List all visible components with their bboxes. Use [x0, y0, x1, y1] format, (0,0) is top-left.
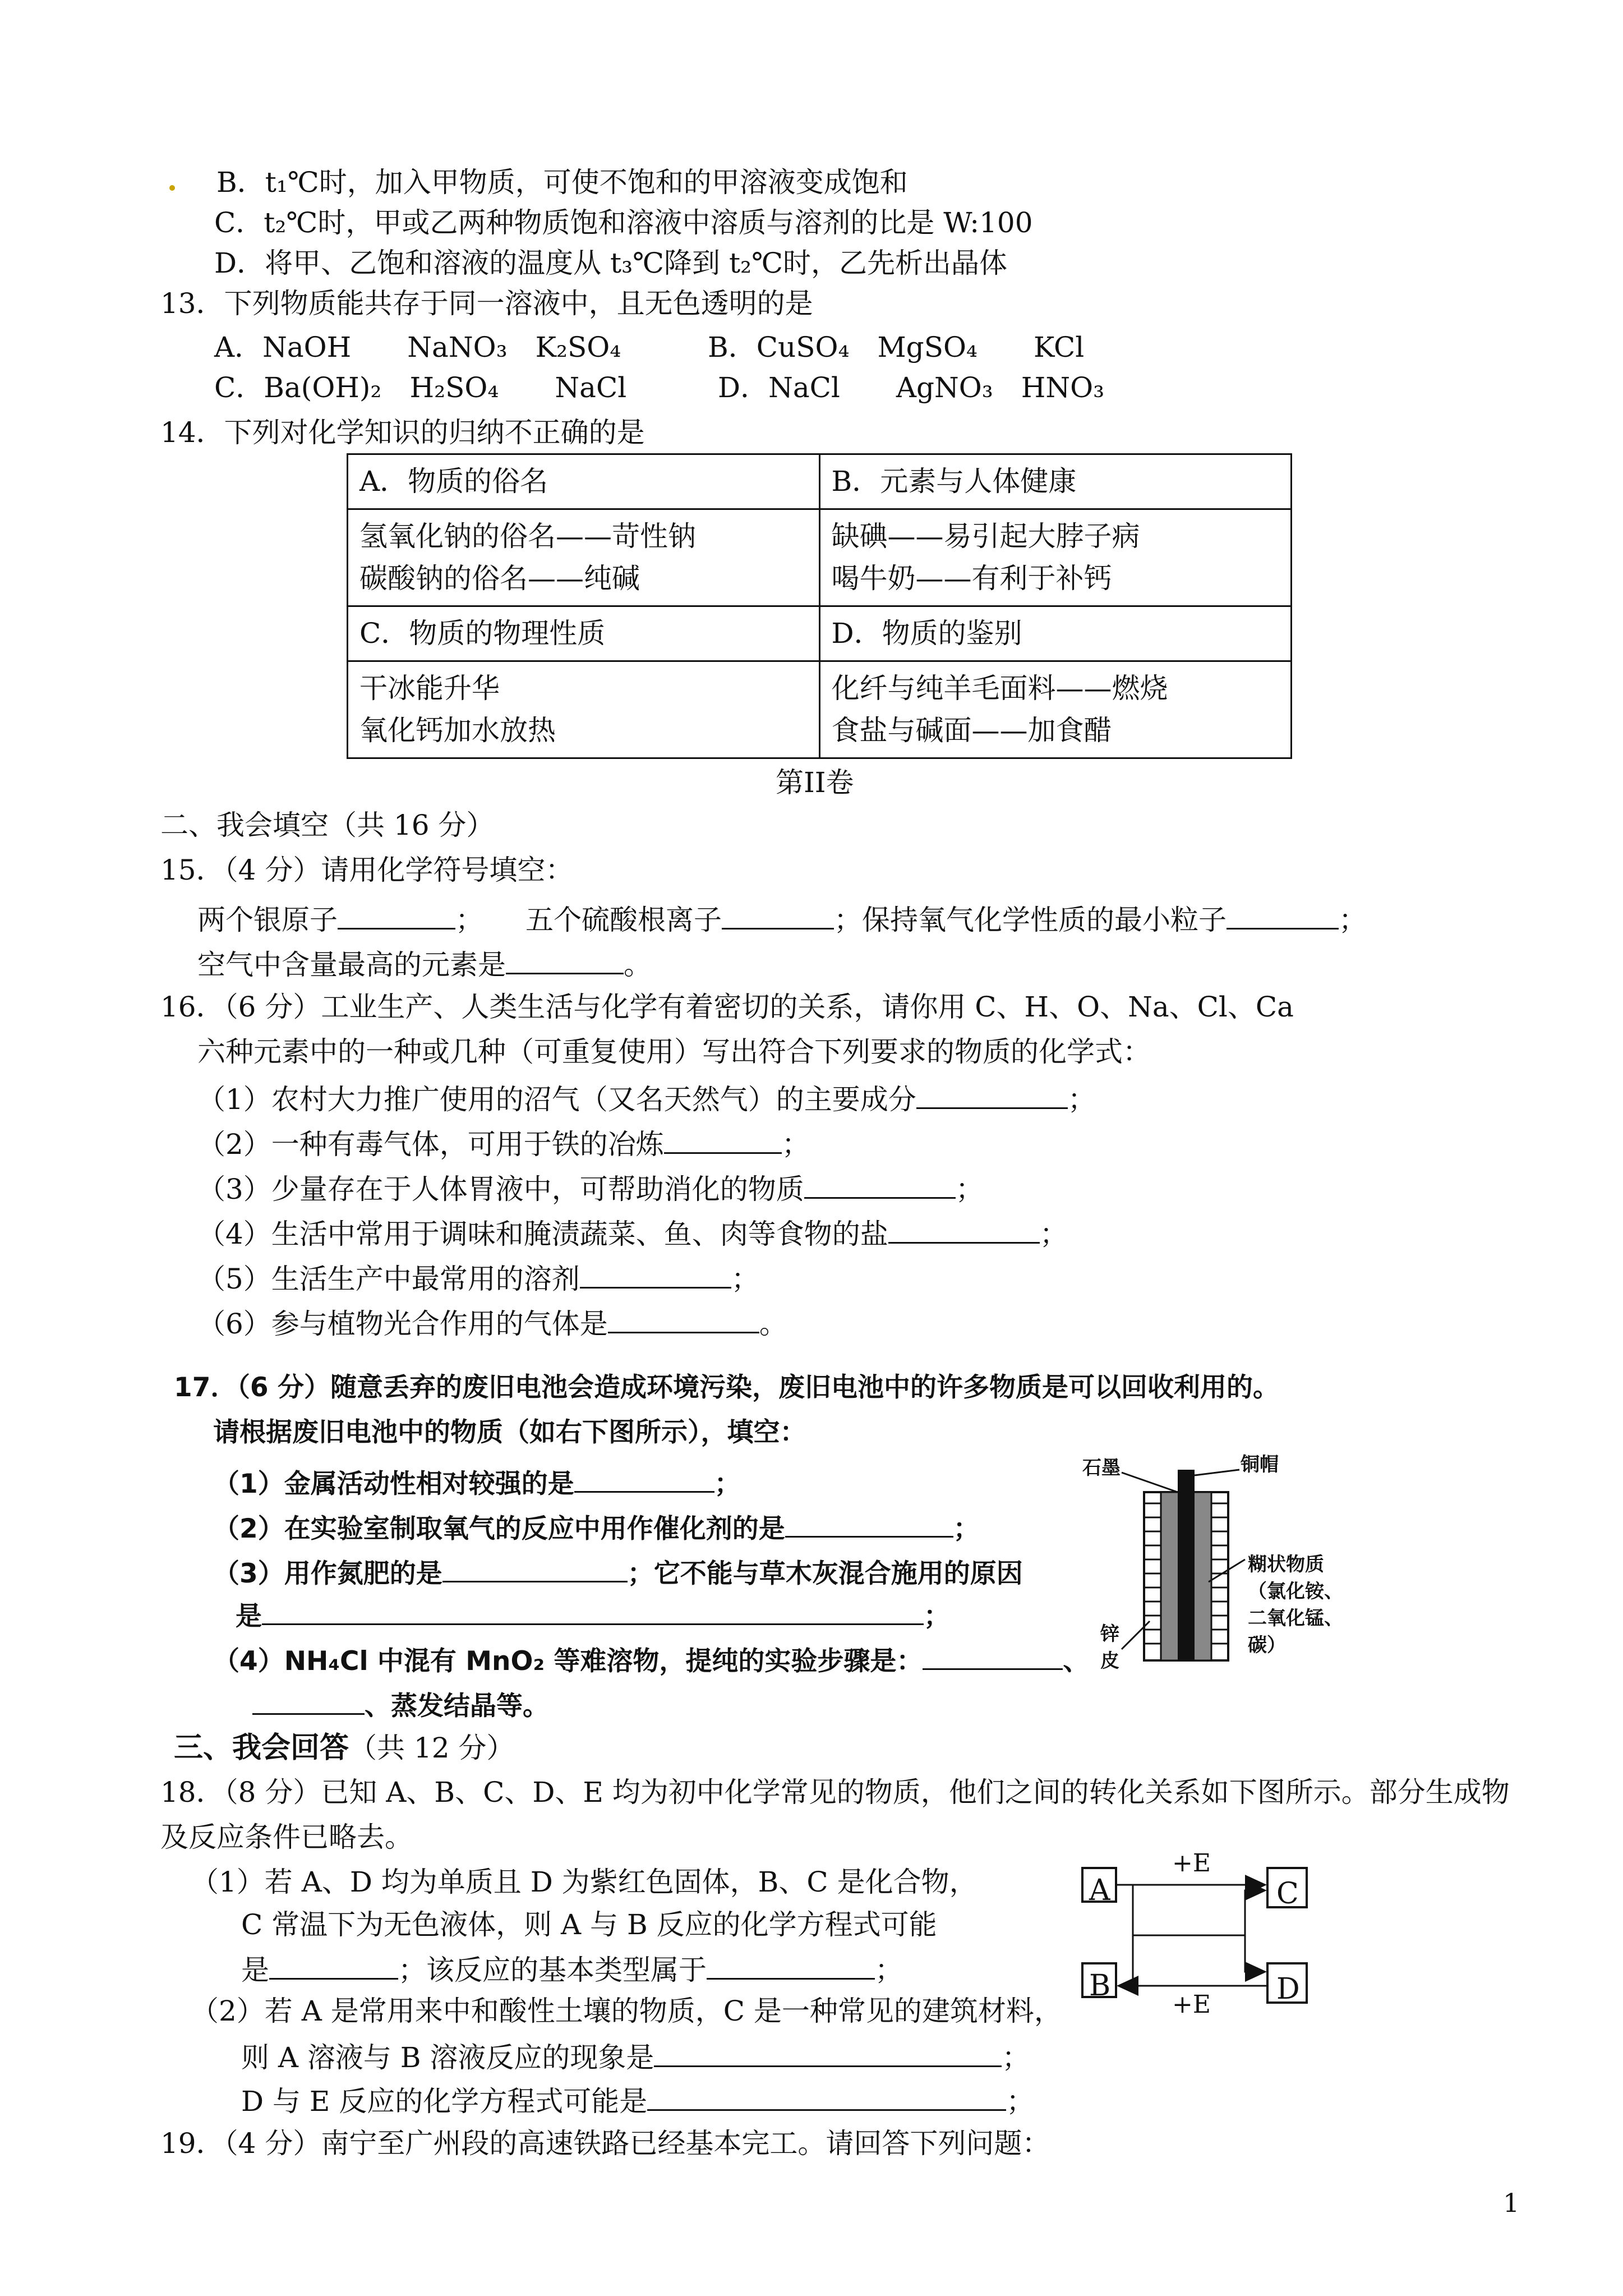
q17-label: 、 [1063, 1646, 1090, 1677]
q18-part-2a: （2）若 A 是常用来中和酸性土壤的物质，C 是一种常见的建筑材料， [191, 1995, 1062, 2027]
q16-label: ； [781, 1128, 810, 1161]
q18-part-2c [241, 2085, 1035, 2118]
table-cell-b-body [819, 509, 1292, 606]
answer-blank[interactable] [580, 1262, 731, 1289]
part-title: 第II卷 [776, 766, 854, 799]
q18-stem-2: 及反应条件已略去。 [160, 1821, 413, 1853]
q12-option-b: B．t₁℃时，加入甲物质，可使不饱和的甲溶液变成饱和 [216, 166, 908, 199]
q13-option-b: B．CuSO₄ MgSO₄ KCl [708, 331, 1085, 364]
q18-label: ；该反应的基本类型属于 [398, 1954, 707, 1986]
table-cell-c-head: C．物质的物理性质 [348, 606, 820, 661]
q13-option-d: D．NaCl AgNO₃ HNO₃ [718, 371, 1105, 404]
label-paste-2: （氯化铵、 [1248, 1580, 1343, 1603]
q15-stem: 15．（4 分）请用化学符号填空： [160, 854, 574, 886]
q15-label: 两个银原子 [197, 904, 338, 936]
q16-label: ； [731, 1263, 759, 1295]
label-paste: 糊状物质 [1248, 1553, 1324, 1576]
q18-label: D 与 E 反应的化学方程式可能是 [241, 2085, 648, 2118]
q18-stem-1: 18．（8 分）已知 A、B、C、D、E 均为初中化学常见的物质，他们之间的转化关系如下图所示。部分生成物 [160, 1776, 1510, 1809]
q15-line-2 [197, 948, 652, 979]
q18-label: ； [875, 1954, 903, 1986]
q14-stem: 14．下列对化学知识的归纳不正确的是 [160, 416, 645, 449]
q16-stem-2: 六种元素中的一种或几种（可重复使用）写出符合下列要求的物质的化学式： [197, 1036, 1151, 1068]
label-zinc-2: 皮 [1100, 1650, 1119, 1672]
section-3-title: 三、我会回答 [174, 1731, 349, 1765]
q13-option-c: C．Ba(OH)₂ H₂SO₄ NaCl [214, 371, 627, 404]
q17-label: 是 [236, 1601, 262, 1632]
q15-label: 。 [624, 949, 652, 981]
q17-label: ； [953, 1513, 980, 1544]
q16-label: （5）生活生产中最常用的溶剂 [197, 1263, 580, 1295]
q19-stem: 19．（4 分）南宁至广州段的高速铁路已经基本完工。请回答下列问题： [160, 2127, 1050, 2160]
q16-label: ； [955, 1173, 984, 1205]
q16-item-6 [197, 1307, 787, 1338]
q14-table [347, 453, 1292, 759]
q17-label: ； [714, 1469, 741, 1499]
node-label-b: B [1089, 1969, 1111, 2003]
table-line: 碳酸钠的俗名——纯碱 [359, 562, 640, 595]
q17-label: ；它不能与草木灰混合施用的原因 [627, 1558, 1023, 1589]
table-cell-d-body [819, 661, 1292, 758]
q16-label: ； [1067, 1083, 1096, 1116]
q18-part-2b [241, 2041, 1030, 2072]
q17-item-2 [213, 1511, 980, 1542]
q16-item-2 [197, 1128, 810, 1161]
table-line: 干冰能升华 [359, 672, 500, 705]
section-3-heading [174, 1733, 514, 1763]
section-2-heading: 二、我会填空（共 16 分） [160, 809, 495, 841]
section-3-points: （共 12 分） [349, 1732, 515, 1764]
q17-item-4 [213, 1644, 1090, 1677]
q17-stem-2: 请根据废旧电池中的物质（如右下图所示），填空： [213, 1417, 806, 1448]
q17-item-3 [213, 1556, 1023, 1587]
q17-stem-1: 17．（6 分）随意丢弃的废旧电池会造成环境污染，废旧电池中的许多物质是可以回收利用的。 [174, 1372, 1279, 1403]
q17-item-4-cont [252, 1688, 549, 1722]
node-label-c: C [1276, 1877, 1299, 1911]
table-cell-d-head: D．物质的鉴别 [819, 606, 1292, 661]
table-line: 缺碘——易引起大脖子病 [831, 520, 1140, 553]
q16-label: （4）生活中常用于调味和腌渍蔬菜、鱼、肉等食物的盐 [197, 1218, 888, 1250]
q17-label: （2）在实验室制取氧气的反应中用作催化剂的是 [213, 1513, 785, 1544]
answer-blank[interactable] [664, 1128, 782, 1154]
answer-blank[interactable] [252, 1688, 365, 1715]
q16-label: 。 [759, 1308, 787, 1340]
q18-part-1b: C 常温下为无色液体，则 A 与 B 反应的化学方程式可能 [241, 1908, 937, 1941]
label-zinc-1: 锌 [1100, 1623, 1119, 1645]
q18-label: 则 A 溶液与 B 溶液反应的现象是 [241, 2041, 654, 2074]
answer-blank[interactable] [262, 1599, 924, 1625]
q16-label: （3）少量存在于人体胃液中，可帮助消化的物质 [197, 1173, 804, 1205]
q13-stem: 13．下列物质能共存于同一溶液中，且无色透明的是 [160, 287, 813, 320]
node-label-d: D [1276, 1972, 1300, 2006]
answer-blank[interactable] [574, 1466, 714, 1493]
q16-label: （1）农村大力推广使用的沼气（又名天然气）的主要成分 [197, 1083, 916, 1116]
answer-blank[interactable] [654, 2041, 1002, 2067]
answer-blank[interactable] [338, 903, 455, 930]
answer-blank[interactable] [916, 1083, 1068, 1109]
page-number: 1 [1503, 2188, 1520, 2218]
q15-label: 空气中含量最高的元素是 [197, 949, 506, 981]
arrow-label-bottom: +E [1172, 1990, 1211, 2019]
label-paste-3: 二氧化锰、 [1248, 1607, 1343, 1630]
answer-blank[interactable] [608, 1307, 759, 1333]
q16-item-4 [197, 1217, 1068, 1248]
q15-line-1 [197, 903, 1367, 934]
q16-item-3 [197, 1172, 984, 1203]
q17-label: （3）用作氮肥的是 [213, 1558, 442, 1589]
q16-item-1 [197, 1083, 1096, 1114]
table-cell-c-body [348, 661, 820, 758]
label-copper-cap: 铜帽 [1241, 1453, 1279, 1476]
q13-option-a: A．NaOH NaNO₃ K₂SO₄ [214, 331, 621, 364]
q17-label: 、蒸发结晶等。 [365, 1691, 549, 1722]
q18-part-1a: （1）若 A、D 均为单质且 D 为紫红色固体，B、C 是化合物， [191, 1866, 978, 1898]
answer-blank[interactable] [804, 1172, 956, 1199]
node-label-a: A [1089, 1874, 1110, 1907]
table-line: 喝牛奶——有利于补钙 [831, 562, 1112, 595]
arrow-label-top: +E [1172, 1849, 1211, 1878]
q15-label: ； [1339, 904, 1367, 936]
answer-blank[interactable] [269, 1953, 398, 1980]
table-line: 食盐与碱面——加食醋 [831, 714, 1112, 747]
table-line: 氢氧化钠的俗名——苛性钠 [359, 520, 696, 553]
q15-label: ；保持氧气化学性质的最小粒子 [834, 904, 1227, 936]
q15-label: ； 五个硫酸根离子 [455, 904, 722, 936]
answer-blank[interactable] [1227, 903, 1339, 930]
table-line: 化纤与纯羊毛面料——燃烧 [831, 672, 1168, 705]
q16-label: （6）参与植物光合作用的气体是 [197, 1308, 608, 1340]
table-cell-a-body [348, 509, 820, 606]
answer-blank[interactable] [888, 1217, 1040, 1244]
q17-item-1 [213, 1466, 741, 1497]
q17-label: （4）NH₄Cl 中混有 MnO₂ 等难溶物，提纯的实验步骤是： [213, 1646, 923, 1677]
q16-label: （2）一种有毒气体，可用于铁的冶炼 [197, 1128, 664, 1161]
q18-label: 是 [241, 1954, 269, 1986]
q18-label: ； [1002, 2041, 1030, 2074]
answer-blank[interactable] [506, 948, 624, 974]
answer-blank[interactable] [923, 1644, 1063, 1670]
label-graphite: 石墨 [1082, 1457, 1121, 1479]
table-cell-a-head: A．物质的俗名 [348, 454, 820, 509]
answer-blank[interactable] [722, 903, 834, 930]
q16-item-5 [197, 1262, 759, 1293]
table-cell-b-head: B．元素与人体健康 [819, 454, 1292, 509]
answer-blank[interactable] [647, 2085, 1006, 2111]
q16-label: ； [1039, 1218, 1068, 1250]
answer-blank[interactable] [785, 1511, 953, 1538]
answer-blank[interactable] [442, 1556, 628, 1582]
q12-option-c: C．t₂℃时，甲或乙两种物质饱和溶液中溶质与溶剂的比是 W:100 [214, 206, 1033, 239]
q16-stem-1: 16．（6 分）工业生产、人类生活与化学有着密切的关系，请你用 C、H、O、Na、Cl、Ca [160, 991, 1294, 1023]
q17-item-3-cont [236, 1599, 950, 1630]
q17-label: ； [924, 1601, 950, 1632]
label-paste-4: 碳） [1248, 1634, 1286, 1657]
bullet-dot [169, 185, 175, 191]
q17-label: （1）金属活动性相对较强的是 [213, 1469, 574, 1499]
q12-option-d: D．将甲、乙饱和溶液的温度从 t₃℃降到 t₂℃时，乙先析出晶体 [214, 247, 1008, 279]
q18-part-1c [241, 1953, 903, 1984]
table-line: 氧化钙加水放热 [359, 714, 556, 747]
q18-label: ； [1006, 2085, 1035, 2118]
answer-blank[interactable] [707, 1953, 875, 1980]
